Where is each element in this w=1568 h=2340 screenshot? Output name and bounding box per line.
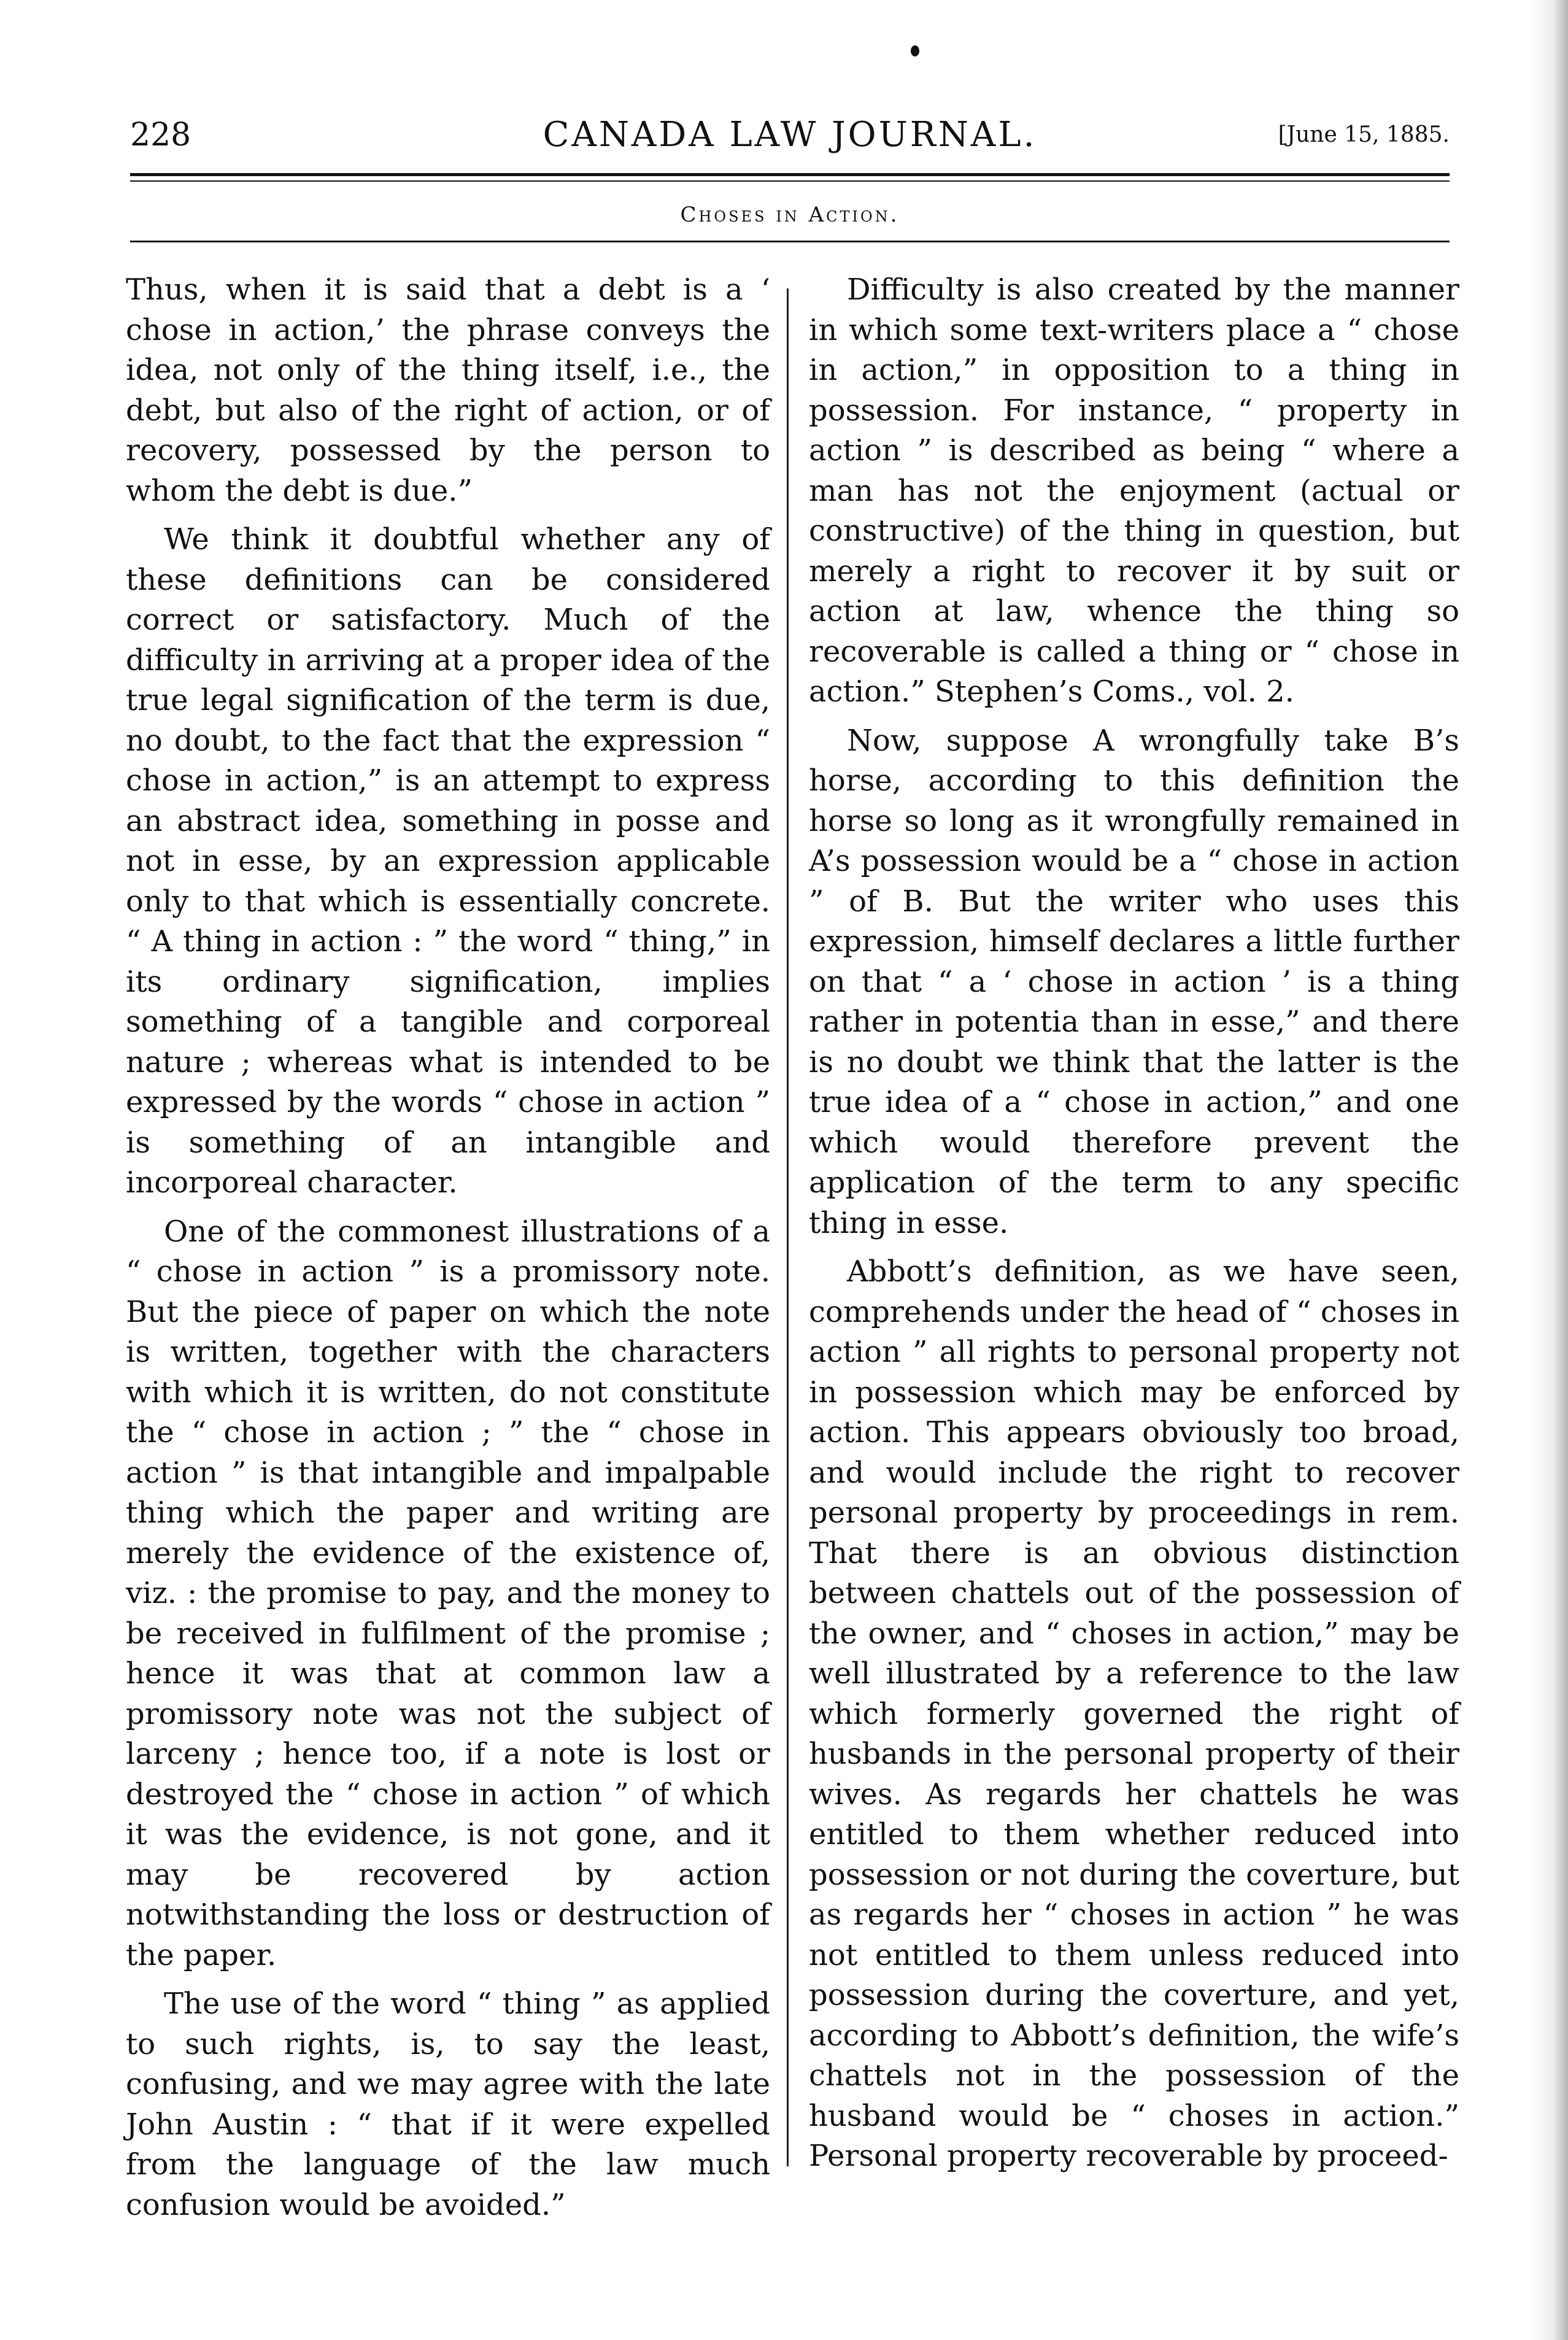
page-number: 228 (130, 117, 191, 153)
right-paragraph-2: Now, suppose A wrongfully take B’s horse, according to this definition the horse so long as it wrongfully remained in A’s possession would be a “ chose in action ” of B. But the writer who uses this expression, himself declares a little further on that “ a ‘ chose in action ’ is a thing rather in potentia than in esse,” and there is no doubt we think that the latter is the true idea of a “ chose in action,” and one which would therefore prevent the application of the term to any specific thing in esse. (809, 723, 1459, 1240)
journal-title: CANADA LAW JOURNAL. (543, 115, 1037, 155)
left-paragraph-3: One of the commonest illustrations of a “ chose in action ” is a promissory note. But the piece of paper on which the note is written, together with the characters with which it is written, do not constitute the “ chose in action ; ” the “ chose in action ” is that intangible and impalpable thing which the paper and writing are merely the evidence of the existence of, viz. : the promise to pay, and the money to be received in fulfilment of the promise ; hence it was that at common law a promissory note was not the subject of larceny ; hence too, if a note is lost or destroyed the “ chose in action ” of which it was the evidence, is not gone, and it may be recovered by action notwithstanding the loss or destruction of the paper. (126, 1214, 770, 1972)
header-rule-bottom (130, 180, 1450, 182)
right-column (809, 270, 1459, 2177)
left-column (126, 270, 770, 2225)
right-paragraph-1: Difficulty is also created by the manner in which some text-writers place a “ chose in action,” in opposition to a thing in possession. For instance, “ property in action ” is described as being “ where a man has not the enjoyment (actual or constructive) of the thing in question, but merely a right to recover it by suit or action at law, whence the thing so recoverable is called a thing or “ chose in action.” Stephen’s Coms., vol. 2. (809, 272, 1459, 709)
header-rule-top (130, 173, 1450, 176)
section-rule (130, 241, 1450, 242)
right-paragraph-3: Abbott’s definition, as we have seen, comprehends under the head of “ choses in action ” all rights to personal property not in possession which may be enforced by action. This appears obviously too broad, and would include the right to recover personal property by proceedings in rem. That there is an obvious distinction between chattels out of the possession of the owner, and “ choses in action,” may be well illustrated by a reference to the law which formerly governed the right of husbands in the personal property of their wives. As regards her chattels he was entitled to them whether reduced into possession or not during the coverture, but as regards her “ choses in action ” he was not entitled to them unless reduced into possession during the coverture, and yet, according to Abbott’s definition, the wife’s chattels not in the possession of the husband would be “ choses in action.” Personal property recoverable by proceed- (809, 1254, 1459, 2173)
issue-date: [June 15, 1885. (1278, 122, 1450, 147)
left-paragraph-2: We think it doubtful whether any of these definitions can be considered correct or satisfactory. Much of the difficulty in arriving at a proper idea of the true legal signification of the term is due, no doubt, to the fact that the expression “ chose in action,” is an attempt to express an abstract idea, something in posse and not in esse, by an expression applicable only to that which is essentially concrete. “ A thing in action : ” the word “ thing,” in its ordinary signification, implies something of a tangible and corporeal nature ; whereas what is intended to be expressed by the words “ chose in action ” is something of an intangible and incorporeal character. (126, 522, 770, 1200)
section-title: Choses in Action. (680, 203, 900, 227)
column-divider (787, 288, 789, 2166)
page-edge-shadow (1531, 0, 1568, 2340)
ink-dot (911, 45, 919, 56)
left-paragraph-4: The use of the word “ thing ” as applied to such rights, is, to say the least, confusing, and we may agree with the late John Austin : “ that if it were expelled from the language of the law much confusion would be avoided.” (126, 1987, 770, 2222)
page-header (130, 110, 1450, 160)
left-paragraph-1: Thus, when it is said that a debt is a ‘ chose in action,’ the phrase conveys the idea, not only of the thing itself, i.e., the debt, but also of the right of action, or of recovery, possessed by the person to whom the debt is due.” (126, 272, 770, 508)
